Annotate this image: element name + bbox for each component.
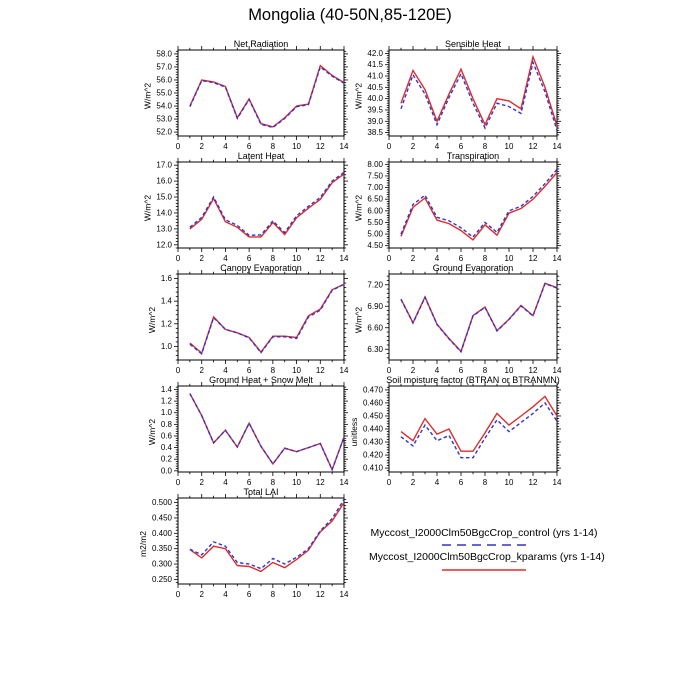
svg-text:W/m^2: W/m^2 — [353, 82, 364, 110]
svg-text:8: 8 — [270, 142, 276, 151]
svg-text:7.00: 7.00 — [367, 183, 383, 193]
svg-text:2: 2 — [410, 254, 416, 263]
svg-text:7.20: 7.20 — [367, 280, 383, 290]
svg-text:8: 8 — [270, 254, 276, 263]
svg-text:6: 6 — [458, 478, 464, 487]
svg-text:2: 2 — [199, 478, 204, 487]
svg-text:1.4: 1.4 — [160, 384, 172, 394]
svg-text:W/m^2: W/m^2 — [142, 82, 153, 110]
svg-text:2: 2 — [410, 142, 416, 151]
svg-text:Ground Evaporation: Ground Evaporation — [432, 263, 514, 273]
svg-text:41.5: 41.5 — [367, 60, 383, 70]
svg-text:39.0: 39.0 — [367, 116, 383, 126]
svg-text:0.440: 0.440 — [362, 424, 383, 434]
svg-text:6.60: 6.60 — [367, 323, 383, 333]
svg-text:14: 14 — [339, 142, 349, 151]
svg-text:52.0: 52.0 — [156, 127, 172, 137]
svg-text:10: 10 — [504, 142, 514, 151]
svg-text:10: 10 — [504, 254, 514, 263]
svg-text:10: 10 — [292, 366, 302, 375]
series-kparams — [401, 283, 557, 351]
svg-text:5.00: 5.00 — [367, 229, 383, 239]
svg-text:Net Radiation: Net Radiation — [233, 39, 289, 49]
svg-text:14: 14 — [339, 478, 349, 487]
svg-text:4: 4 — [434, 142, 440, 151]
svg-text:0: 0 — [175, 478, 181, 487]
svg-text:1.6: 1.6 — [160, 274, 172, 284]
svg-text:14: 14 — [552, 254, 562, 263]
svg-text:1.2: 1.2 — [160, 396, 172, 406]
svg-text:6: 6 — [458, 254, 464, 263]
svg-text:0: 0 — [386, 254, 392, 263]
svg-text:2: 2 — [199, 366, 204, 375]
svg-text:38.5: 38.5 — [367, 128, 383, 138]
subplot-latent-heat — [142, 151, 349, 263]
svg-text:2: 2 — [410, 478, 416, 487]
series-control — [190, 500, 344, 569]
svg-text:55.0: 55.0 — [156, 88, 172, 98]
subplot-soil-moisture-factor-btran-or-btranmn — [349, 375, 562, 487]
svg-text:8: 8 — [482, 142, 488, 151]
svg-text:8: 8 — [482, 366, 488, 375]
series-control — [190, 67, 344, 128]
subplot-ground-evaporation — [353, 263, 562, 375]
subplot-canopy-evaporation — [147, 263, 349, 375]
svg-text:10: 10 — [292, 478, 302, 487]
svg-text:39.5: 39.5 — [367, 105, 383, 115]
svg-text:4: 4 — [434, 478, 440, 487]
svg-text:6: 6 — [458, 142, 464, 151]
svg-text:Sensible Heat: Sensible Heat — [444, 39, 502, 49]
svg-text:6: 6 — [246, 142, 252, 151]
svg-text:8: 8 — [482, 478, 488, 487]
svg-text:0.450: 0.450 — [362, 411, 383, 421]
svg-text:0: 0 — [175, 366, 181, 375]
series-control — [401, 284, 557, 352]
svg-text:4: 4 — [434, 254, 440, 263]
series-control — [401, 62, 557, 130]
svg-text:6: 6 — [458, 366, 464, 375]
svg-text:14: 14 — [552, 478, 562, 487]
svg-text:Canopy Evaporation: Canopy Evaporation — [220, 263, 302, 273]
svg-text:8: 8 — [270, 478, 276, 487]
series-kparams — [190, 66, 344, 127]
svg-text:4.50: 4.50 — [367, 241, 383, 251]
svg-text:12: 12 — [528, 478, 538, 487]
svg-text:0.0: 0.0 — [160, 466, 172, 476]
svg-text:Total LAI: Total LAI — [243, 487, 279, 497]
svg-text:54.0: 54.0 — [156, 101, 172, 111]
svg-text:8: 8 — [270, 590, 276, 599]
svg-text:12: 12 — [528, 142, 538, 151]
subplot-total-lai — [138, 487, 349, 599]
subplot-sensible-heat — [353, 39, 562, 151]
svg-text:14.0: 14.0 — [156, 208, 172, 218]
svg-text:40.0: 40.0 — [367, 94, 383, 104]
svg-text:2: 2 — [199, 590, 204, 599]
svg-text:42.0: 42.0 — [367, 48, 383, 58]
svg-text:53.0: 53.0 — [156, 114, 172, 124]
series-kparams — [190, 394, 344, 470]
svg-text:2: 2 — [199, 142, 204, 151]
svg-text:10: 10 — [504, 478, 514, 487]
subplot-transpiration — [353, 151, 562, 263]
series-kparams — [190, 503, 344, 572]
svg-text:2: 2 — [410, 366, 416, 375]
series-control — [190, 172, 344, 235]
svg-text:4: 4 — [223, 590, 228, 599]
svg-text:4: 4 — [434, 366, 440, 375]
svg-text:14: 14 — [339, 366, 349, 375]
svg-text:6: 6 — [246, 254, 252, 263]
svg-text:0.500: 0.500 — [151, 498, 172, 508]
legend-label-kparams: Myccost_I2000Clm50BgcCrop_kparams (yrs 1-14) — [369, 551, 605, 563]
svg-text:6.00: 6.00 — [367, 206, 383, 216]
svg-text:6: 6 — [246, 590, 252, 599]
svg-text:W/m^2: W/m^2 — [353, 194, 364, 222]
svg-text:2: 2 — [199, 254, 204, 263]
legend-line-control — [442, 543, 526, 547]
svg-text:Soil moisture factor (BTRAN or: Soil moisture factor (BTRAN or BTRANMN) — [386, 375, 560, 385]
svg-text:1.0: 1.0 — [160, 408, 172, 418]
svg-text:15.0: 15.0 — [156, 192, 172, 202]
svg-text:0: 0 — [175, 142, 181, 151]
series-control — [401, 403, 557, 458]
svg-text:4: 4 — [223, 478, 228, 487]
svg-text:5.50: 5.50 — [367, 217, 383, 227]
svg-text:unitless: unitless — [349, 417, 359, 447]
svg-text:8: 8 — [270, 366, 276, 375]
svg-text:1.4: 1.4 — [160, 296, 172, 306]
svg-text:13.0: 13.0 — [156, 224, 172, 234]
svg-text:0.450: 0.450 — [151, 513, 172, 523]
legend-label-control: Myccost_I2000Clm50BgcCrop_control (yrs 1-14) — [370, 527, 598, 539]
svg-text:12: 12 — [528, 366, 538, 375]
legend-line-kparams — [442, 568, 526, 572]
legend — [369, 524, 605, 582]
svg-text:14: 14 — [552, 366, 562, 375]
svg-text:0: 0 — [175, 254, 181, 263]
svg-text:41.0: 41.0 — [367, 71, 383, 81]
svg-text:6.30: 6.30 — [367, 344, 383, 354]
svg-text:4: 4 — [223, 142, 228, 151]
svg-text:0.460: 0.460 — [362, 398, 383, 408]
svg-text:17.0: 17.0 — [156, 160, 172, 170]
svg-text:14: 14 — [339, 590, 349, 599]
svg-text:10: 10 — [292, 254, 302, 263]
svg-text:12.0: 12.0 — [156, 240, 172, 250]
svg-text:10: 10 — [504, 366, 514, 375]
svg-text:10: 10 — [292, 590, 302, 599]
svg-text:14: 14 — [552, 142, 562, 151]
svg-text:0.430: 0.430 — [362, 437, 383, 447]
series-kparams — [190, 284, 344, 353]
svg-text:6.50: 6.50 — [367, 194, 383, 204]
series-control — [190, 394, 344, 470]
svg-text:12: 12 — [528, 254, 538, 263]
svg-text:58.0: 58.0 — [156, 49, 172, 59]
svg-text:0: 0 — [386, 478, 392, 487]
svg-text:56.0: 56.0 — [156, 75, 172, 85]
svg-text:6: 6 — [246, 366, 252, 375]
svg-text:14: 14 — [339, 254, 349, 263]
svg-text:W/m^2: W/m^2 — [142, 194, 153, 222]
series-control — [401, 169, 557, 237]
page-title: Mongolia (40-50N,85-120E) — [248, 6, 452, 24]
svg-text:7.50: 7.50 — [367, 171, 383, 181]
svg-text:W/m^2: W/m^2 — [146, 418, 157, 446]
svg-text:W/m^2: W/m^2 — [353, 306, 364, 334]
svg-text:Latent Heat: Latent Heat — [237, 151, 285, 161]
svg-text:Ground Heat + Snow Melt: Ground Heat + Snow Melt — [209, 375, 313, 385]
svg-text:6: 6 — [246, 478, 252, 487]
svg-text:4: 4 — [223, 366, 228, 375]
series-kparams — [401, 396, 557, 451]
svg-text:1.2: 1.2 — [160, 319, 172, 329]
svg-text:12: 12 — [315, 366, 325, 375]
svg-text:0.420: 0.420 — [362, 450, 383, 460]
svg-text:12: 12 — [315, 590, 325, 599]
svg-text:0.410: 0.410 — [362, 463, 383, 473]
svg-text:10: 10 — [292, 142, 302, 151]
svg-text:16.0: 16.0 — [156, 176, 172, 186]
svg-text:0.4: 0.4 — [160, 443, 172, 453]
svg-text:57.0: 57.0 — [156, 62, 172, 72]
svg-text:0.8: 0.8 — [160, 419, 172, 429]
svg-text:40.5: 40.5 — [367, 82, 383, 92]
svg-text:0: 0 — [175, 590, 181, 599]
svg-text:W/m^2: W/m^2 — [146, 306, 157, 334]
svg-text:0.470: 0.470 — [362, 385, 383, 395]
svg-text:0.250: 0.250 — [151, 574, 172, 584]
svg-text:0.6: 0.6 — [160, 431, 172, 441]
svg-text:0.300: 0.300 — [151, 559, 172, 569]
svg-text:12: 12 — [315, 254, 325, 263]
subplot-ground-heat-snow-melt — [147, 375, 349, 487]
svg-text:0.350: 0.350 — [151, 544, 172, 554]
subplot-net-radiation — [142, 39, 349, 151]
svg-text:0: 0 — [386, 366, 392, 375]
svg-text:0.400: 0.400 — [151, 528, 172, 538]
svg-text:0.2: 0.2 — [160, 454, 172, 464]
svg-text:1.0: 1.0 — [160, 341, 172, 351]
svg-text:12: 12 — [315, 142, 325, 151]
svg-text:12: 12 — [315, 478, 325, 487]
svg-text:8: 8 — [482, 254, 488, 263]
svg-text:8.00: 8.00 — [367, 159, 383, 169]
svg-text:m2/m2: m2/m2 — [138, 531, 148, 557]
svg-text:6.90: 6.90 — [367, 301, 383, 311]
svg-text:0: 0 — [386, 142, 392, 151]
svg-text:Transpiration: Transpiration — [446, 151, 500, 161]
svg-text:4: 4 — [223, 254, 228, 263]
